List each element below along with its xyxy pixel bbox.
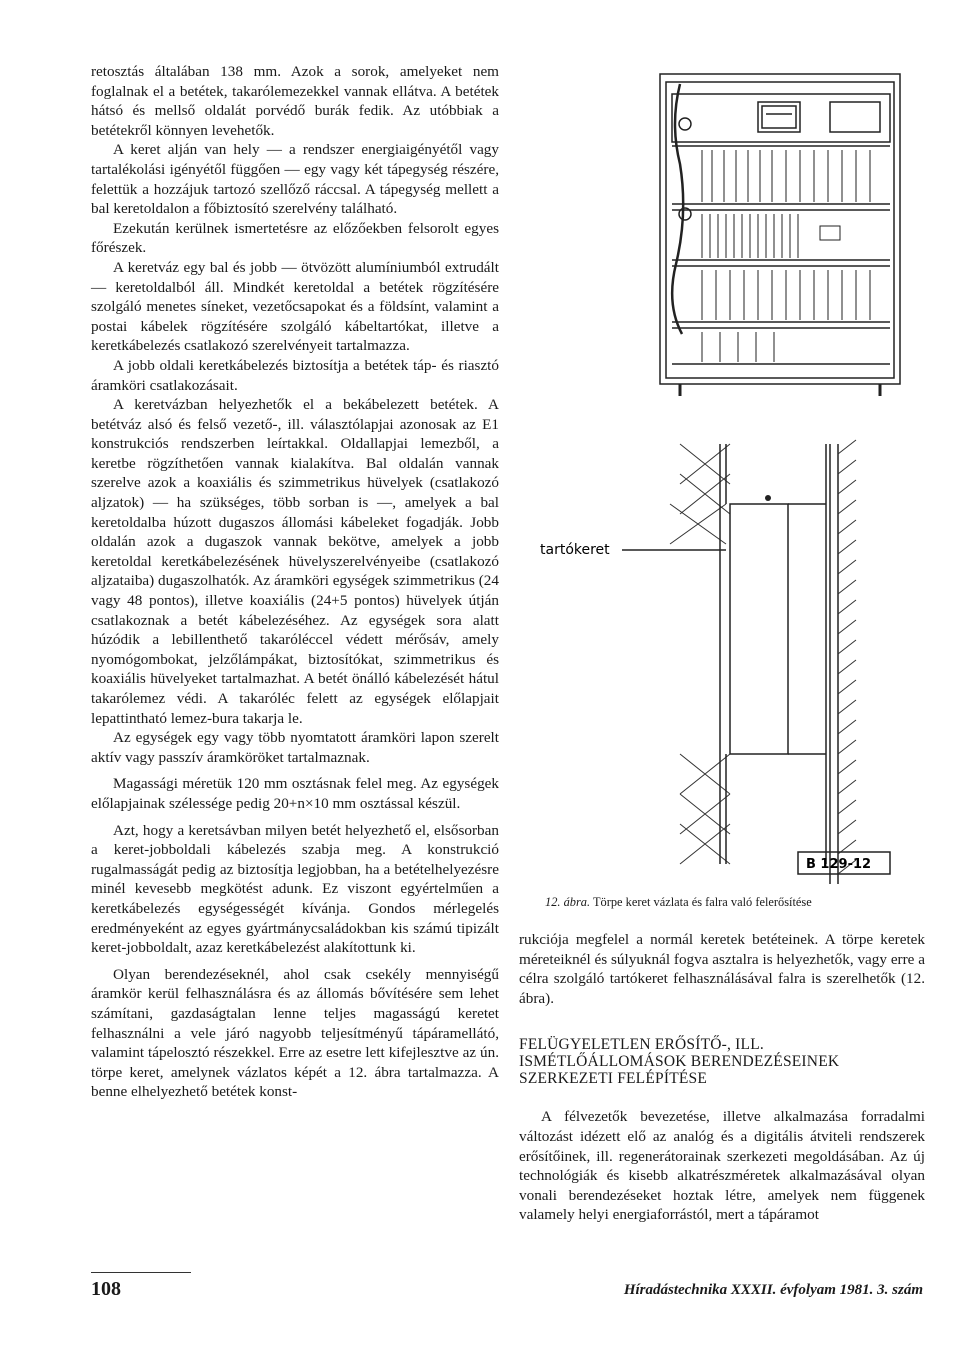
tartokeret-label: tartókeret xyxy=(540,542,610,558)
figure-drawing xyxy=(530,64,930,894)
paragraph: rukciója megfelel a normál keretek betéteinek. A törpe keretek méreteiknél és súlyuknál fogva asztalra is helyezhetők, vagy erre a célra szolgáló tartókeret felhasználásával falra is szerelhetők (12. ábra). xyxy=(519,931,925,1007)
paragraph: Azt, hogy a keretsávban milyen betét helyezhető el, elsősorban a keret-jobboldali kábelezés szabja meg. A konstrukció rugalmasságát pedig az biztosítja legjobban, ha a betételhelyezésre minél kevesebb megkötést adunk. Ez viszont egyértelműen a keretkábelezés egységességét kívánja. Gondos mérlegelés eredményeként az egyes gyártmánycsaládokban kis számú tipizált keret-jobboldalt, azaz keretkábelezést alakítottunk ki. xyxy=(91,821,499,957)
paragraph: A félvezetők bevezetése, illetve alkalmazása forradalmi változást idézett elő az analóg és a digitális átviteli rendszerek erősítőinek, ill. regenerátorainak szerkezeti megoldásában. Az új technológiák és kisebb alkatrészméretek alkalmazásával olyan vonali berendezéseket hoztak létre, amelyek nem függenek valamely helyi energiaforrástól, mert a tápáramot xyxy=(519,1108,925,1224)
paragraph: Az egységek egy vagy több nyomtatott áramköri lapon szerelt aktív vagy passzív áramköröket tartalmaznak. xyxy=(91,729,499,766)
paragraph: Olyan berendezéseknél, ahol csak csekély mennyiségű áramkör kerül felhasználásra és az állomás bővítésére sem lehet számítani, gazdaságtalan lenne teljes magasságú keretet felhasználni a vele járó nagyobb teljesítményű tápáramellátó, valamint tápelosztó részekkel. Erre az esetre lett kifejlesztve az ún. törpe keret, amelynek vázlatos képét a 12. ábra tartalmazza. A benne elhelyezhető betétek konst- xyxy=(91,965,499,1101)
figure-code: B 129-12 xyxy=(806,857,872,872)
paragraph: A jobb oldali keretkábelezés biztosítja a betétek táp- és riasztó áramköri csatlakozásait. xyxy=(91,356,499,394)
page-number: 108 xyxy=(91,1278,121,1300)
paragraph: Magassági méretük 120 mm osztásnak felel meg. Az egységek előlapjainak szélessége pedig 20+n×10 mm osztással készül. xyxy=(91,775,499,812)
paragraph: A keret alján van hely — a rendszer energiaigényétől vagy tartalékolási igényétől függően — egy vagy két tápegység részére, felettük a hozzájuk tartozó szellőző ráccsal. A tápegység mellett a bal keretoldalon a főbiztosító szerelvény található. xyxy=(91,141,499,218)
figure-caption xyxy=(545,895,935,910)
paragraph: A keretváz egy bal és jobb — ötvözött alumíniumból extrudált — keretoldalból áll. Mindkét keretoldal a betétek rögzítésére szolgáló menetes síneket, vezetőcsapokat és a földsínt, valamint a postai kábelek rögzítésére szolgáló kábeltartókat, illetve a keretkábelezés csatlakozó szerelvényeit tartalmazza. xyxy=(91,258,499,355)
footer-divider xyxy=(91,1272,191,1273)
left-column xyxy=(91,62,499,1102)
journal-name: Híradástechnika XXXII. évfolyam 1981. 3. szám xyxy=(623,1282,923,1298)
figure-12 xyxy=(530,64,930,894)
right-column xyxy=(519,930,925,1225)
caption-number: 12. ábra. xyxy=(545,895,591,909)
paragraph: retosztás általában 138 mm. Azok a sorok, amelyeket nem foglalnak el a betétek, takarólemezekkel vannak ellátva. A betétek hátsó és mellső oldalát porvédő burák fedik. Az utóbbiak a betétekről könnyen levehetők. xyxy=(91,63,499,139)
caption-text: Törpe keret vázlata és falra való felerősítése xyxy=(592,895,812,909)
paragraph: A keretvázban helyezhetők el a bekábelezett betétek. A betétváz alsó és felső vezető-, ill. választólapjai azonosak az E1 konstrukciós rendszerben leírtakkal. Oldallapjai lemezből, a keretbe rögzíthetően vannak kialakítva. Bal oldalán vannak szerelve azok a koaxiális és szimmetrikus hüvelyek (csatlakozó aljzatok) — ha szükséges, több sorban is —, amelyek a bal keretoldalba húzott dugaszos állomási kábeleket fogadják. Jobb oldalán azok a dugaszok vannak bekötve, amelyek a jobb keretoldal keretkábelezésének hüvelyszerelvényeibe (csatlakozó aljzataiba) dugaszolhatók. Az áramköri egységek szimmetrikus (24 vagy 48 pontos), illetve koaxiális (24+5 pontos) hüvelyek útján csatlakoznak a betét kábelezéséhez. Az egységek sora alatt húzódik a lebillenthető takaróléccel védett mérősáv, amely nyomógombokat, jelzőlámpákat, biztosítókat, szimmetrikus és koaxiális hüvelyeket tartalmazhat. A betét önálló kábelezését hátul takarólemez védi. A takaróléc felett az egységek előlapjait lepattintható lemez-bura takarja le. xyxy=(91,396,499,727)
paragraph: Ezekután kerülnek ismertetésre az előzőekben felsorolt egyes főrészek. xyxy=(91,219,499,257)
section-heading: FELÜGYELETLEN ERŐSÍTŐ-, ILL. ISMÉTLŐÁLLOMÁSOK BERENDEZÉSEINEK SZERKEZETI FELÉPÍTÉSE xyxy=(519,1036,840,1088)
